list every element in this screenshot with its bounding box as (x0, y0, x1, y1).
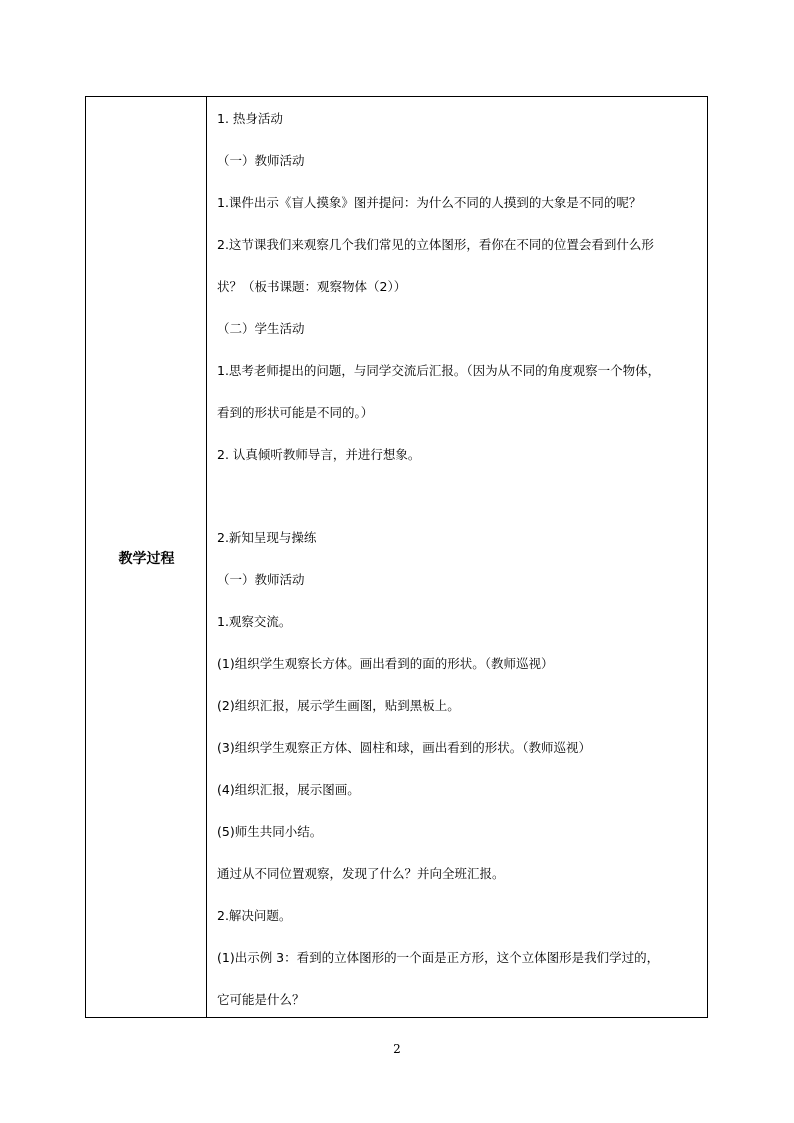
content-line: 2.解决问题。 (217, 908, 292, 923)
content-cell (207, 97, 707, 1017)
content-line: 1.思考老师提出的问题，与同学交流后汇报。（因为从不同的角度观察一个物体， (217, 363, 661, 378)
content-line: （二）学生活动 (217, 321, 305, 336)
section-label: 教学过程 (118, 551, 175, 567)
content-line: 2.新知呈现与操练 (217, 530, 317, 545)
content-line: (5)师生共同小结。 (217, 824, 323, 839)
content-line: （一）教师活动 (217, 153, 305, 168)
content-line: (2)组织汇报，展示学生画图，贴到黑板上。 (217, 698, 460, 713)
section-label-cell (86, 97, 207, 1017)
lesson-plan-table (85, 96, 708, 1018)
content-line: 1.课件出示《盲人摸象》图并提问：为什么不同的人摸到的大象是不同的呢？ (217, 195, 642, 210)
content-line: (1)出示例 3：看到的立体图形的一个面是正方形，这个立体图形是我们学过的， (217, 950, 660, 965)
content-line: （一）教师活动 (217, 572, 305, 587)
content-line: 2. 认真倾听教师导言，并进行想象。 (217, 447, 421, 462)
page-number: 2 (393, 1042, 401, 1056)
content-line: 1.观察交流。 (217, 614, 292, 629)
content-line: (1)组织学生观察长方体。画出看到的面的形状。（教师巡视） (217, 656, 554, 671)
content-line: 通过从不同位置观察，发现了什么？并向全班汇报。 (217, 866, 505, 881)
content-line: (3)组织学生观察正方体、圆柱和球，画出看到的形状。（教师巡视） (217, 740, 591, 755)
content-line: 状？（板书课题：观察物体（2）） (217, 279, 407, 294)
content-line: 2.这节课我们来观察几个我们常见的立体图形，看你在不同的位置会看到什么形 (217, 237, 654, 252)
content-line: (4)组织汇报，展示图画。 (217, 782, 360, 797)
content-line: 1. 热身活动 (217, 111, 283, 126)
content-line: 它可能是什么？ (217, 992, 305, 1007)
content-line: 看到的形状可能是不同的。） (217, 405, 374, 420)
